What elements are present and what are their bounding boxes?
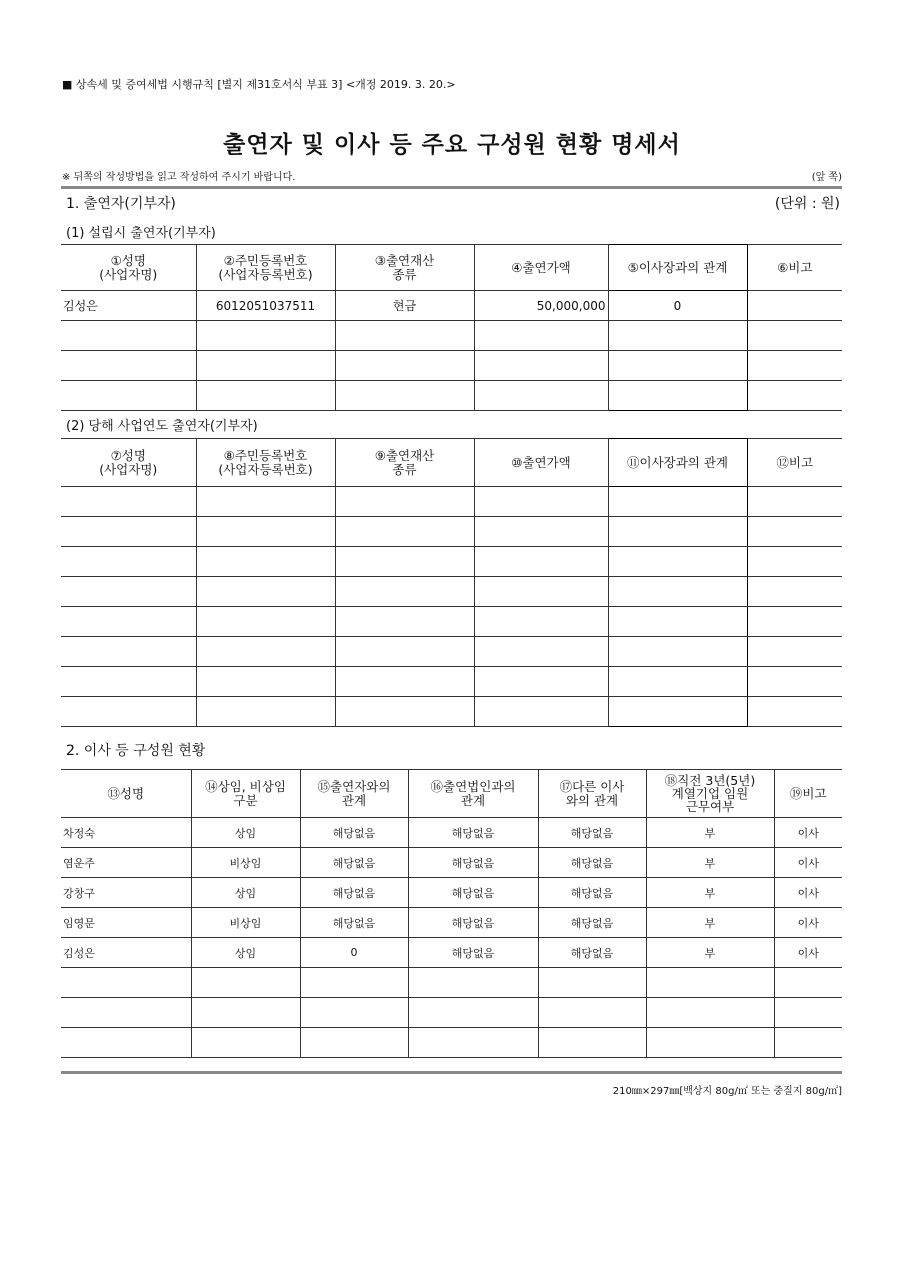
id-number-cell[interactable] [196,667,335,697]
header-cell: ⑩출연가액 [474,439,608,487]
name-cell[interactable] [61,547,196,577]
remark-cell[interactable]: 이사 [774,938,842,968]
id-number-cell[interactable] [196,637,335,667]
top-rule [61,186,842,189]
affiliate-officer-cell[interactable]: 부 [646,848,774,878]
remark-cell[interactable] [747,637,842,667]
asset-type-cell[interactable] [335,487,474,517]
sub2-title: (2) 당해 사업연도 출연자(기부자) [66,419,258,434]
unit-label: (단위 : 원) [774,196,840,212]
amount-cell[interactable] [474,351,608,381]
section1-title: 1. 출연자(기부자) [66,196,176,212]
table-row [61,291,842,321]
table-row [61,998,842,1028]
donor-relation-cell[interactable] [300,968,408,998]
name-cell[interactable] [61,607,196,637]
relation-cell[interactable] [608,351,747,381]
header-cell: ⑭상임, 비상임 구분 [191,770,300,818]
page-title: 출연자 및 이사 등 주요 구성원 현황 명세서 [223,132,681,158]
asset-type-cell[interactable] [335,637,474,667]
relation-cell[interactable] [608,381,747,411]
table-row [61,818,842,848]
header-cell: ⑫비고 [747,439,842,487]
amount-cell[interactable] [474,381,608,411]
position-cell[interactable]: 상임 [191,938,300,968]
position-cell[interactable]: 상임 [191,878,300,908]
name-cell[interactable]: 염운주 [61,848,191,878]
affiliate-officer-cell[interactable]: 부 [646,878,774,908]
header-cell: ⑲비고 [774,770,842,818]
director-relation-cell[interactable]: 해당없음 [538,908,646,938]
header-cell: ⑧주민등록번호 (사업자등록번호) [196,439,335,487]
affiliate-officer-cell[interactable] [646,998,774,1028]
name-cell[interactable] [61,998,191,1028]
header-cell: ④출연가액 [474,245,608,291]
donor-relation-cell[interactable] [300,998,408,1028]
director-relation-cell[interactable]: 해당없음 [538,878,646,908]
remark-cell[interactable] [747,697,842,727]
asset-type-cell[interactable] [335,667,474,697]
table-row [61,321,842,351]
remark-cell[interactable] [747,291,842,321]
remark-cell[interactable] [774,968,842,998]
table-row [61,351,842,381]
header-cell: ⑪이사장과의 관계 [608,439,747,487]
name-cell[interactable] [61,667,196,697]
header-cell: ⑨출연재산 종류 [335,439,474,487]
remark-cell[interactable]: 이사 [774,818,842,848]
corp-relation-cell[interactable]: 해당없음 [408,848,538,878]
table-row [61,547,842,577]
affiliate-officer-cell[interactable]: 부 [646,818,774,848]
id-number-cell[interactable] [196,607,335,637]
position-cell[interactable] [191,998,300,1028]
remark-cell[interactable] [774,1028,842,1058]
table-row [61,908,842,938]
name-cell[interactable] [61,697,196,727]
founding-donors-table [61,244,842,411]
header-cell: ⑤이사장과의 관계 [608,245,747,291]
table-row [61,968,842,998]
relation-cell[interactable]: 0 [608,291,747,321]
director-relation-cell[interactable]: 해당없음 [538,938,646,968]
name-cell[interactable] [61,517,196,547]
table-header-row [61,439,842,487]
table-row [61,607,842,637]
director-relation-cell[interactable] [538,968,646,998]
corp-relation-cell[interactable] [408,1028,538,1058]
instruction-notice: ※ 뒤쪽의 작성방법을 읽고 작성하여 주시기 바랍니다. [62,172,296,183]
header-cell: ⑦성명 (사업자명) [61,439,196,487]
amount-cell[interactable] [474,607,608,637]
amount-cell[interactable] [474,517,608,547]
asset-type-cell[interactable] [335,517,474,547]
name-cell[interactable]: 강창구 [61,878,191,908]
board-members-table [61,769,842,1058]
position-cell[interactable]: 비상임 [191,848,300,878]
remark-cell[interactable] [774,998,842,1028]
donor-relation-cell[interactable]: 0 [300,938,408,968]
position-cell[interactable]: 상임 [191,818,300,848]
name-cell[interactable] [61,321,196,351]
remark-cell[interactable] [747,351,842,381]
name-cell[interactable]: 임영문 [61,908,191,938]
director-relation-cell[interactable] [538,998,646,1028]
corp-relation-cell[interactable] [408,998,538,1028]
current-year-donors-table [61,438,842,727]
position-cell[interactable] [191,1028,300,1058]
position-cell[interactable]: 비상임 [191,908,300,938]
remark-cell[interactable] [747,577,842,607]
relation-cell[interactable] [608,577,747,607]
relation-cell[interactable] [608,607,747,637]
amount-cell[interactable] [474,321,608,351]
remark-cell[interactable] [747,607,842,637]
name-cell[interactable] [61,487,196,517]
corp-relation-cell[interactable]: 해당없음 [408,938,538,968]
relation-cell[interactable] [608,547,747,577]
name-cell[interactable] [61,351,196,381]
amount-cell[interactable]: 50,000,000 [474,291,608,321]
corp-relation-cell[interactable]: 해당없음 [408,818,538,848]
relation-cell[interactable] [608,667,747,697]
director-relation-cell[interactable]: 해당없음 [538,848,646,878]
paper-spec-footer: 210㎜×297㎜[백상지 80g/㎡ 또는 중질지 80g/㎡] [612,1086,842,1097]
remark-cell[interactable] [747,321,842,351]
remark-cell[interactable] [747,381,842,411]
amount-cell[interactable] [474,697,608,727]
table-row [61,577,842,607]
id-number-cell[interactable] [196,381,335,411]
amount-cell[interactable] [474,547,608,577]
table-row [61,848,842,878]
remark-cell[interactable] [747,547,842,577]
amount-cell[interactable] [474,637,608,667]
name-cell[interactable]: 차정숙 [61,818,191,848]
header-cell: ⑱직전 3년(5년) 계열기업 임원 근무여부 [646,770,774,818]
asset-type-cell[interactable] [335,607,474,637]
name-cell[interactable] [61,637,196,667]
remark-cell[interactable]: 이사 [774,878,842,908]
header-cell: ⑬성명 [61,770,191,818]
id-number-cell[interactable] [196,697,335,727]
table-row [61,697,842,727]
relation-cell[interactable] [608,487,747,517]
affiliate-officer-cell[interactable] [646,1028,774,1058]
asset-type-cell[interactable] [335,547,474,577]
director-relation-cell[interactable] [538,1028,646,1058]
amount-cell[interactable] [474,577,608,607]
asset-type-cell[interactable] [335,351,474,381]
name-cell[interactable] [61,577,196,607]
table-row [61,1028,842,1058]
donor-relation-cell[interactable]: 해당없음 [300,818,408,848]
table-row [61,487,842,517]
form-reference-note: ■ 상속세 및 증여세법 시행규칙 [별지 제31호서식 부표 3] <개정 2019. 3. 20.> [62,78,456,91]
sub1-title: (1) 설립시 출연자(기부자) [66,226,216,241]
donor-relation-cell[interactable] [300,1028,408,1058]
corp-relation-cell[interactable]: 해당없음 [408,878,538,908]
name-cell[interactable] [61,968,191,998]
id-number-cell[interactable] [196,517,335,547]
remark-cell[interactable] [747,517,842,547]
donor-relation-cell[interactable]: 해당없음 [300,908,408,938]
id-number-cell[interactable] [196,487,335,517]
affiliate-officer-cell[interactable] [646,968,774,998]
donor-relation-cell[interactable]: 해당없음 [300,878,408,908]
relation-cell[interactable] [608,517,747,547]
remark-cell[interactable] [747,487,842,517]
header-cell: ⑮출연자와의 관계 [300,770,408,818]
table-header-row [61,245,842,291]
affiliate-officer-cell[interactable]: 부 [646,908,774,938]
table-row [61,381,842,411]
name-cell[interactable]: 김성은 [61,291,196,321]
table-row [61,517,842,547]
table-row [61,637,842,667]
header-cell: ①성명 (사업자명) [61,245,196,291]
corp-relation-cell[interactable] [408,968,538,998]
donor-relation-cell[interactable]: 해당없음 [300,848,408,878]
name-cell[interactable] [61,381,196,411]
director-relation-cell[interactable]: 해당없음 [538,818,646,848]
header-cell: ⑯출연법인과의 관계 [408,770,538,818]
asset-type-cell[interactable] [335,697,474,727]
header-cell: ③출연재산 종류 [335,245,474,291]
amount-cell[interactable] [474,667,608,697]
asset-type-cell[interactable] [335,577,474,607]
id-number-cell[interactable] [196,321,335,351]
id-number-cell[interactable] [196,547,335,577]
id-number-cell[interactable] [196,577,335,607]
corp-relation-cell[interactable]: 해당없음 [408,908,538,938]
amount-cell[interactable] [474,487,608,517]
affiliate-officer-cell[interactable]: 부 [646,938,774,968]
header-cell: ②주민등록번호 (사업자등록번호) [196,245,335,291]
table-row [61,667,842,697]
remark-cell[interactable]: 이사 [774,908,842,938]
table-header-row [61,770,842,818]
position-cell[interactable] [191,968,300,998]
id-number-cell[interactable] [196,351,335,381]
asset-type-cell[interactable] [335,321,474,351]
bottom-rule [61,1071,842,1074]
relation-cell[interactable] [608,697,747,727]
name-cell[interactable]: 김성은 [61,938,191,968]
table-row [61,938,842,968]
relation-cell[interactable] [608,321,747,351]
asset-type-cell[interactable] [335,381,474,411]
relation-cell[interactable] [608,637,747,667]
header-cell: ⑥비고 [747,245,842,291]
header-cell: ⑰다른 이사 와의 관계 [538,770,646,818]
table-row [61,878,842,908]
id-number-cell[interactable]: 6012051037511 [196,291,335,321]
name-cell[interactable] [61,1028,191,1058]
page-side-label: (앞 쪽) [811,172,842,183]
remark-cell[interactable] [747,667,842,697]
section2-title: 2. 이사 등 구성원 현황 [66,743,206,759]
asset-type-cell[interactable]: 현금 [335,291,474,321]
remark-cell[interactable]: 이사 [774,848,842,878]
